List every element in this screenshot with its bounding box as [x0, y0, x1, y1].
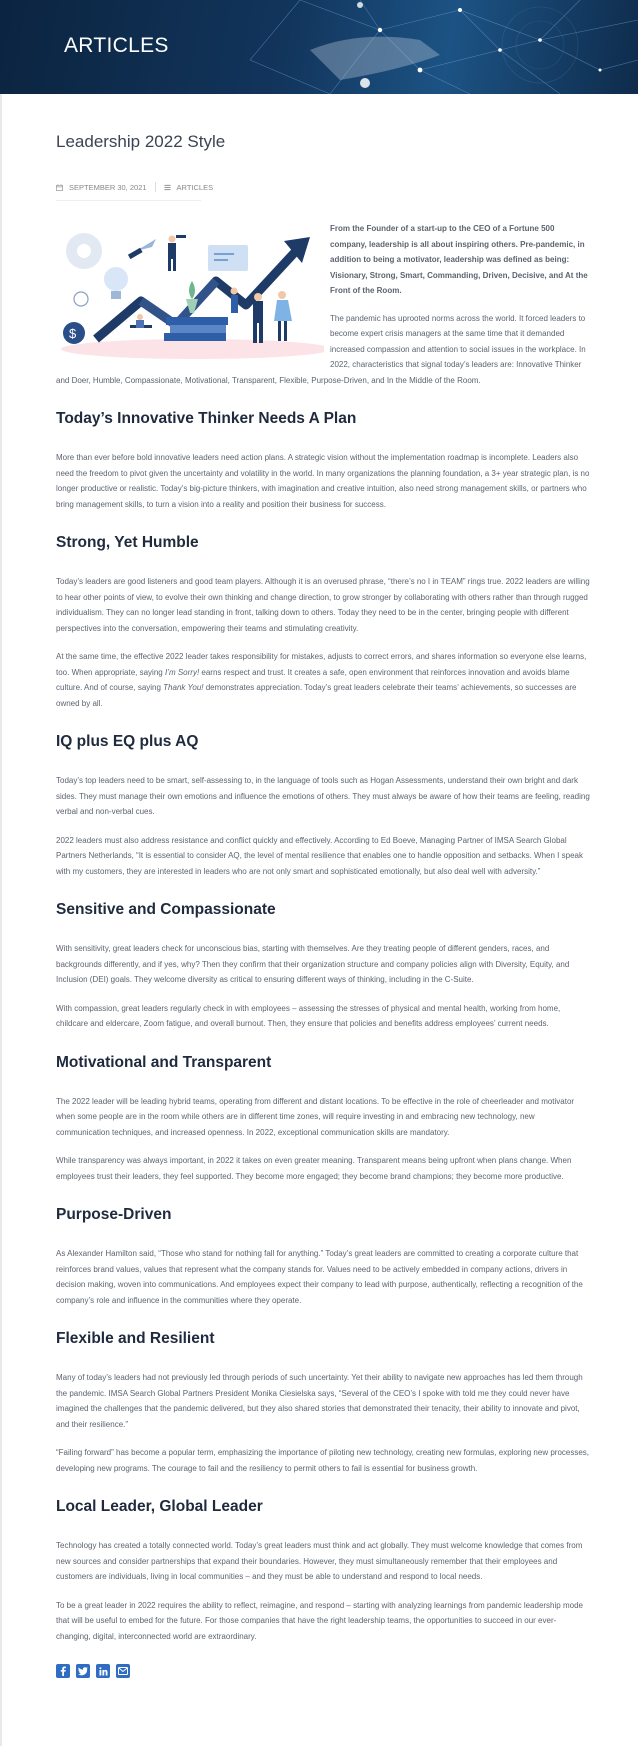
share-linkedin-button[interactable]	[96, 1664, 110, 1678]
section-motivational-transparent	[56, 1054, 590, 1185]
article-intro	[56, 221, 590, 388]
section-paragraph: Many of today’s leaders had not previously led through periods of such uncertainty. Yet their ability to navigate new approaches has led them through the pandemic. IMSA Search Global Partners President Monika Ciesielska says, “Several of the CEO’s I spoke with told me they could never have imagined the challenges that the pandemic delivered, but they also shared stories that demonstrated their tenacity, their ability to innovate and pivot, and their resilience.”	[56, 1373, 583, 1429]
meta-separator	[155, 182, 156, 192]
section-heading: IQ plus EQ plus AQ	[56, 733, 199, 750]
section-paragraph: Today’s top leaders need to be smart, self-assessing to, in the language of tools such as Hogan Assessments, understand their own bright and dark sides. They must manage their own emotions and influence the emotions of others. They must always be aware of how their teams are feeling, reading verbal and non-verbal cues.	[56, 776, 590, 816]
section-heading: Purpose-Driven	[56, 1206, 172, 1223]
share-facebook-button[interactable]	[56, 1664, 70, 1678]
section-iq-eq-aq	[56, 733, 590, 879]
section-paragraph: 2022 leaders must also address resistance and conflict quickly and effectively. According to Ed Boeve, Managing Partner of IMSA Search Global Partners Netherlands, “It is essential to consider AQ, the level of mental resilience that enables one to handle opposition and setbacks. When I speak with my customers, they are interested in leaders who are not only smart and sophisticated emotionally, but also deal well with adversity.”	[56, 835, 583, 876]
post-date: SEPTEMBER 30, 2021	[69, 182, 147, 192]
section-purpose-driven	[56, 1206, 590, 1308]
section-local-global-leader	[56, 1498, 590, 1644]
section-paragraph: With sensitivity, great leaders check for unconscious bias, starting with themselves. Are they treating people of different genders, races, and backgrounds differently, and if yes, why? Then they confirm that their organization structure and company policies align with Diversity, Equity, and Inclusion (DEI) goals. They welcome diversity as critical to ensuring different ways of thinking, including in the C-Suite.	[56, 944, 570, 984]
section-paragraph: More than ever before bold innovative leaders need action plans. A strategic vision without the implementation roadmap is incomplete. Leaders also need the freedom to pivot given the uncertainty and volatility in the world. In many organizations the planning foundation, a 3+ year strategic plan, is no longer productive or realistic. Today’s big-picture thinkers, with imagination and creative intuition, also need strong management skills, or partners who bring management skills, to turn a vision into a reality and position their business for success.	[56, 453, 590, 509]
calendar-icon	[56, 184, 63, 191]
section-flexible-resilient	[56, 1330, 590, 1476]
section-paragraph: To be a great leader in 2022 requires the ability to reflect, reimagine, and respond – starting with analyzing learnings from pandemic leadership mode that will be useful to embed for the future. For those companies that have the right leadership teams, the opportunities to succeed in our ever-changing, digital, interconnected world are extraordinary.	[56, 1600, 583, 1641]
section-paragraph: Today’s leaders are good listeners and good team players. Although it is an overused phrase, “there’s no I in TEAM” rings true. 2022 leaders are willing to hear other points of view, to evolve their own thinking and change direction, to grow stronger by collaborating with others rather than through rugged individualism. They can no longer lead standing in front, talking down to others. Today they need to be in the center, bringing people with different perspectives into the conversation, empowering their teams and stimulating creativity.	[56, 577, 590, 633]
section-strong-humble	[56, 534, 590, 711]
section-heading: Motivational and Transparent	[56, 1053, 272, 1071]
share-buttons	[56, 1664, 590, 1678]
article-content	[56, 94, 590, 1678]
section-heading: Local Leader, Global Leader	[56, 1498, 263, 1515]
twitter-icon	[78, 1667, 88, 1676]
section-innovative-thinker	[56, 410, 590, 512]
section-paragraph: Technology has created a totally connected world. Today’s great leaders must think and act globally. They must welcome knowledge that comes from new sources and consider partnerships that expand their boundaries. However, they must simultaneously remember that their employees and customers are individuals, living in local communities – and they must be able to understand and respond to local needs.	[56, 1541, 583, 1581]
svg-text:$: $	[69, 326, 77, 341]
section-heading: Today’s Innovative Thinker Needs A Plan	[56, 410, 357, 427]
section-paragraph: With compassion, great leaders regularly check in with employees – assessing the stresses of physical and mental health, working from home, childcare and eldercare, Zoom fatigue, and overall burnout. Then, they ensure that policies and benefits address employees’ current needs.	[56, 1003, 561, 1028]
section-sensitive-compassionate	[56, 901, 590, 1032]
left-rail-divider	[0, 94, 2, 1746]
post-meta	[56, 182, 590, 192]
email-icon	[118, 1667, 128, 1675]
hero-title: ARTICLES	[64, 34, 169, 57]
page-hero-banner	[0, 0, 638, 94]
section-paragraph: “Failing forward” has become a popular term, emphasizing the importance of piloting new technology, creating new formulas, exploring new processes, developing new programs. The courage to fail and the resiliency to permit others to fail is essential for business growth.	[56, 1448, 590, 1473]
section-paragraph: At the same time, the effective 2022 leader takes responsibility for mistakes, adjusts to correct errors, and shares information so everyone else learns, too. When appropriate, saying I’m Sorry! earns respect and trust. It creates a safe, open environment that reinforces innovation and avoids blame culture. And of course, saying Thank You! demonstrates appreciation. Today’s great leaders celebrate their teams’ achievements, so successes are owned by all.	[56, 652, 587, 708]
section-heading: Sensitive and Compassionate	[56, 901, 276, 918]
facebook-icon	[59, 1666, 67, 1676]
linkedin-icon	[99, 1667, 108, 1676]
meta-divider	[56, 200, 201, 201]
share-email-button[interactable]	[116, 1664, 130, 1678]
section-heading: Flexible and Resilient	[56, 1330, 215, 1347]
section-paragraph: The 2022 leader will be leading hybrid teams, operating from different and distant locations. To be effective in the role of cheerleader and motivator when some people are in the room while others are in different time zones, will require investing in and embracing new technology, new communication techniques, and increased openness. In 2022, exceptional communication skills are mandatory.	[56, 1096, 575, 1137]
leadership-illustration	[56, 221, 324, 361]
section-paragraph: While transparency was always important, in 2022 it takes on even greater meaning. Transparent means being upfront when plans change. When employees trust their leaders, they feel supported. They become more engaged; they become brand champions; they become more productive.	[56, 1156, 572, 1181]
section-heading: Strong, Yet Humble	[56, 534, 199, 551]
list-icon	[164, 184, 171, 191]
intro-body-paragraph: The pandemic has uprooted norms across the world. It forced leaders to become expert crisis managers at the same time that it demanded increased compassion and attention to social issues in the workplace. In 2022, characteristics that signal today’s leaders are: Innovative Thinker and Doer, Humble, Compassionate, Motivational, Transparent, Flexible, Purpose-Driven, and In the Middle of the Room.	[56, 313, 586, 385]
post-category-link[interactable]: ARTICLES	[176, 182, 214, 192]
page-title: Leadership 2022 Style	[56, 132, 226, 151]
share-twitter-button[interactable]	[76, 1664, 90, 1678]
section-paragraph: As Alexander Hamilton said, “Those who stand for nothing fall for anything.” Today’s great leaders are committed to creating a corporate culture that reinforces brand values, values that represent what the company stands for. Values need to be actively embedded in company actions, drivers in decision making, woven into communications. And employees expect their company to lead with purpose, authentically, reflecting a recognition of the company’s role and influence in the communities where they operate.	[56, 1249, 583, 1305]
intro-lead-paragraph: From the Founder of a start-up to the CEO of a Fortune 500 company, leadership is all about inspiring others. Pre-pandemic, in addition to being a motivator, leadership was defined as being: Visionary, Strong, Smart, Commanding, Driven, Decisive, and At the Front of the Room.	[330, 224, 588, 295]
